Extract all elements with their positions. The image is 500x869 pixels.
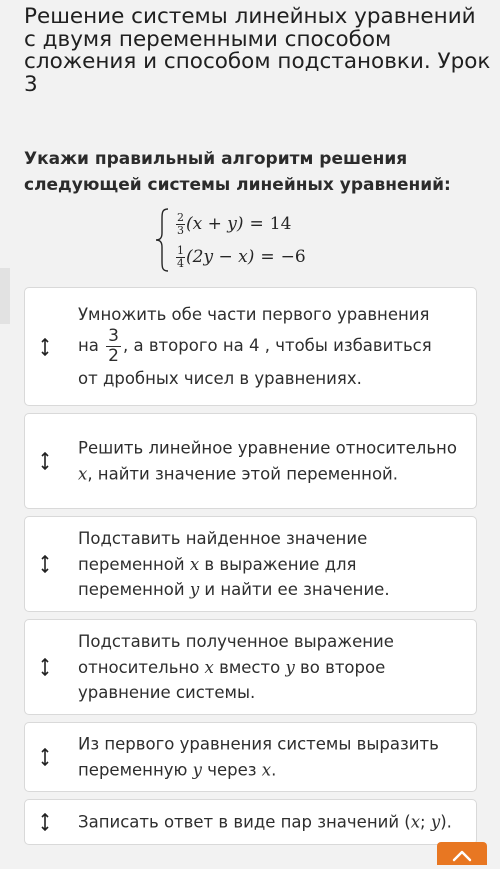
drag-vertical-icon[interactable] bbox=[40, 748, 50, 766]
equation-system bbox=[152, 207, 412, 273]
item-6-text: Записать ответ в виде пар значений (x; y). bbox=[78, 812, 452, 832]
page-title: Решение системы линейных уравнений с двумя переменными способом сложения и способом подстановки. Урок 3 bbox=[24, 4, 491, 97]
drag-vertical-icon[interactable] bbox=[40, 658, 50, 676]
equation-2-rhs: −6 bbox=[280, 247, 306, 267]
equation-1 bbox=[176, 209, 291, 239]
equation-1-fraction: $\frac{2}{3}$ bbox=[177, 210, 184, 237]
equation-1-rhs: 14 bbox=[269, 214, 292, 234]
sortable-item-5[interactable] bbox=[24, 722, 477, 792]
item-5-text: Из первого уравнения системы выразить переменную y через x. bbox=[78, 734, 439, 779]
equation-2-fraction: $\frac{1}{4}$ bbox=[177, 243, 184, 270]
sortable-item-3[interactable] bbox=[24, 516, 477, 612]
drag-vertical-icon[interactable] bbox=[40, 555, 50, 573]
equation-1-lhs: (x + y) bbox=[186, 214, 244, 234]
item-1-text: Умножить обе части первого уравнения на $\frac{3}{2}$ , а второго на 4 , чтобы избавиться от дробных чисел в уравнениях. bbox=[78, 304, 432, 388]
equation-2 bbox=[176, 242, 306, 272]
question-text: Укажи правильный алгоритм решения следующей системы линейных уравнений: bbox=[24, 149, 451, 195]
sortable-item-2[interactable] bbox=[24, 413, 477, 509]
item-3-text: Подставить найденное значение переменной x в выражение для переменной y и найти ее значение. bbox=[78, 528, 390, 599]
chevron-up-icon bbox=[437, 842, 487, 865]
sortable-item-6[interactable] bbox=[24, 799, 477, 845]
left-brace-icon bbox=[152, 207, 172, 273]
item-4-text: Подставить полученное выражение относительно x вместо y во второе уравнение системы. bbox=[78, 631, 394, 702]
item-2-text: Решить линейное уравнение относительно x, найти значение этой переменной. bbox=[78, 438, 457, 483]
scroll-top-button[interactable] bbox=[437, 842, 487, 865]
equation-2-equals: = bbox=[260, 247, 275, 267]
fraction-three-halves: $\frac{3}{2}$ bbox=[108, 326, 119, 366]
drag-vertical-icon[interactable] bbox=[40, 452, 50, 470]
sortable-item-1[interactable] bbox=[24, 287, 477, 406]
sortable-item-4[interactable] bbox=[24, 619, 477, 715]
side-tab[interactable] bbox=[0, 268, 10, 324]
equation-2-lhs: (2y − x) bbox=[186, 247, 255, 267]
drag-vertical-icon[interactable] bbox=[40, 338, 50, 356]
drag-vertical-icon[interactable] bbox=[40, 813, 50, 831]
equation-1-equals: = bbox=[249, 214, 264, 234]
